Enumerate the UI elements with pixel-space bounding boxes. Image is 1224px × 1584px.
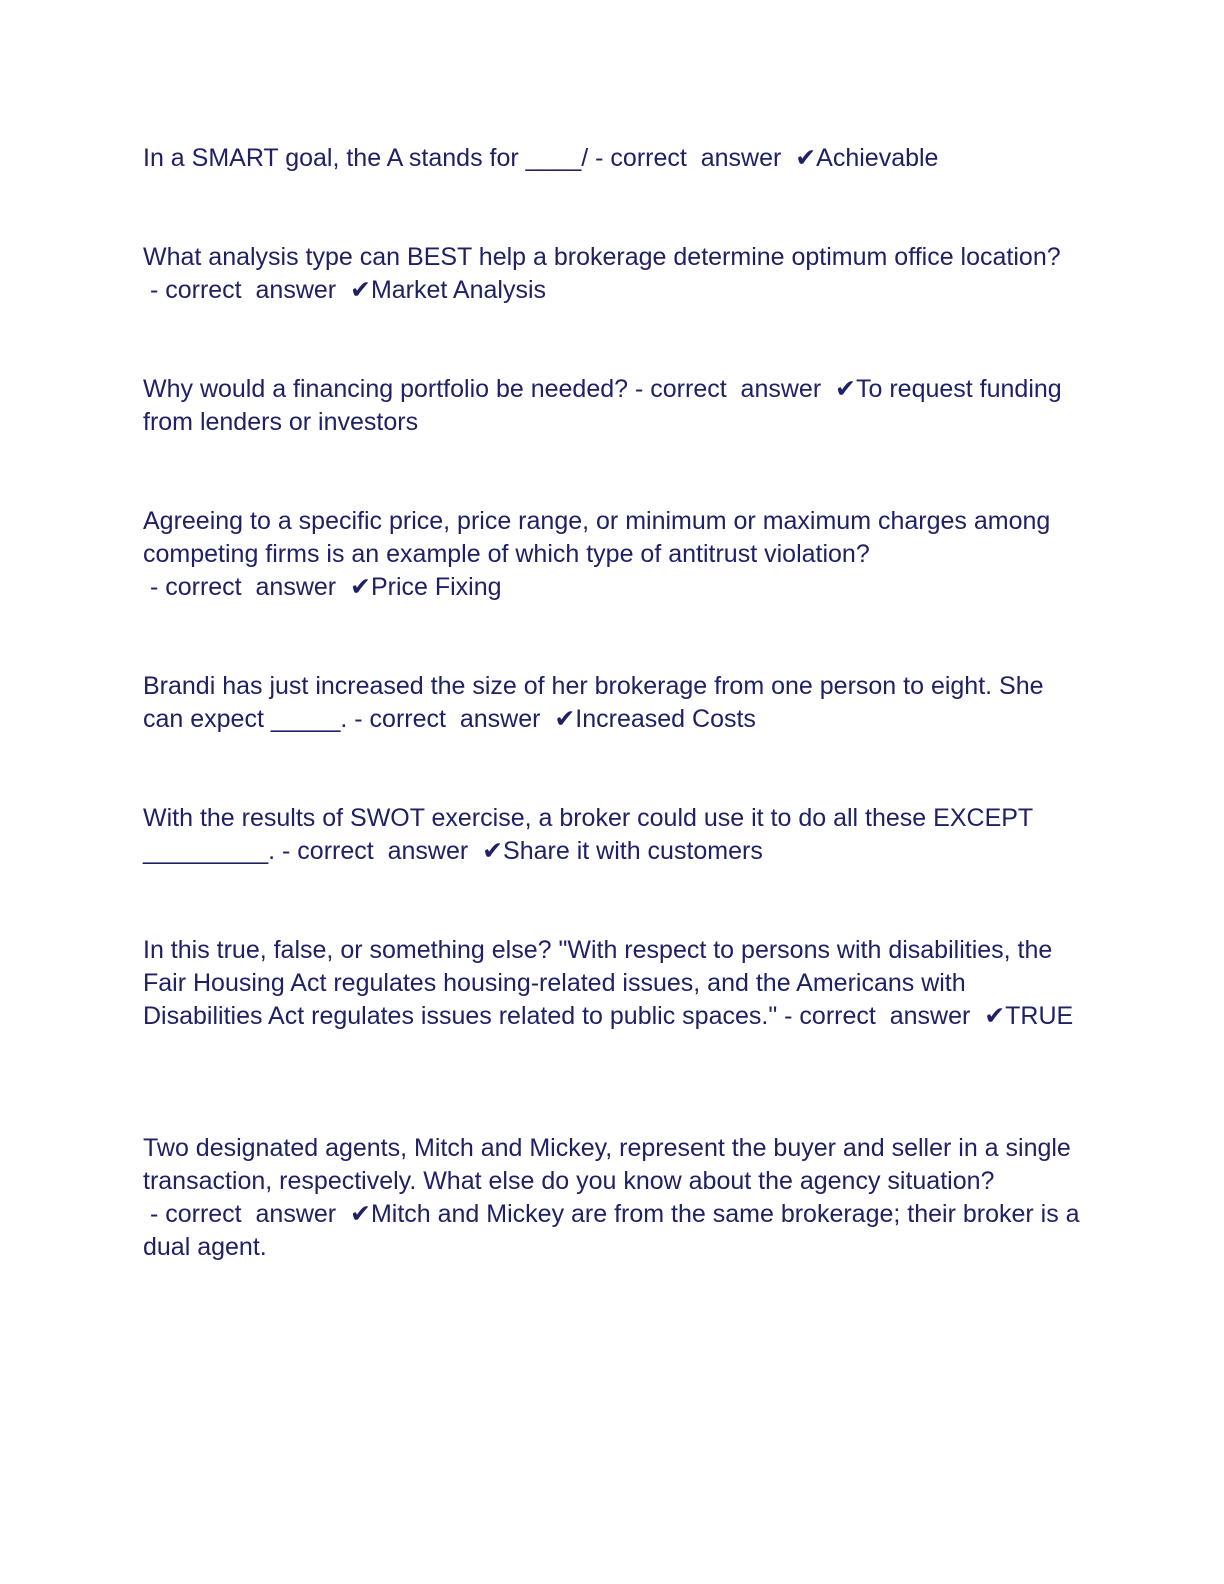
check-icon: ✔ xyxy=(554,705,576,733)
qa-item-3 xyxy=(143,373,1083,439)
check-icon: ✔ xyxy=(795,144,817,172)
answer-separator: - correct answer xyxy=(588,144,796,172)
qa-item-2 xyxy=(143,241,1083,307)
qa-item-5 xyxy=(143,670,1083,736)
qa-item-4 xyxy=(143,505,1083,604)
answer-separator: - correct answer xyxy=(777,1002,985,1030)
question-text: Two designated agents, Mitch and Mickey, represent the buyer and seller in a single transaction, respectively. What else do you know about the agency situation? xyxy=(143,1134,1071,1195)
qa-item-6 xyxy=(143,802,1083,868)
qa-item-7 xyxy=(143,934,1083,1033)
answer-text: Achievable xyxy=(816,144,939,172)
question-text: In a SMART goal, the A stands for ____/ xyxy=(143,144,589,172)
answer-text: Increased Costs xyxy=(575,705,756,733)
check-icon: ✔ xyxy=(350,276,371,304)
question-text: Why would a financing portfolio be needed? xyxy=(143,375,629,403)
answer-separator: - correct answer xyxy=(143,573,350,601)
question-text: What analysis type can BEST help a brokerage determine optimum office location? xyxy=(143,243,1061,271)
check-icon: ✔ xyxy=(482,837,504,865)
qa-item-1 xyxy=(143,142,1083,175)
answer-text: To request funding from lenders or investors xyxy=(143,375,1062,436)
check-icon: ✔ xyxy=(835,375,856,403)
check-icon: ✔ xyxy=(984,1002,1006,1030)
qa-item-8 xyxy=(143,1132,1083,1264)
check-icon: ✔ xyxy=(350,573,371,601)
answer-text: Market Analysis xyxy=(370,276,547,304)
answer-separator: - correct answer xyxy=(347,705,555,733)
answer-text: TRUE xyxy=(1005,1002,1074,1030)
answer-separator: - correct answer xyxy=(143,276,350,304)
question-text: Brandi has just increased the size of her brokerage from one person to eight. She can expect _____. xyxy=(143,672,1044,733)
answer-separator: - correct answer xyxy=(143,1200,350,1228)
check-icon: ✔ xyxy=(350,1200,371,1228)
answer-text: Share it with customers xyxy=(503,837,763,865)
question-text: In this true, false, or something else? "With respect to persons with disabilities, the Fair Housing Act regulates housing-related issues, and the Americans with Disabilities Act regulates issues related to public spaces." xyxy=(143,936,1053,1030)
question-text: With the results of SWOT exercise, a broker could use it to do all these EXCEPT _________. xyxy=(143,804,1033,865)
answer-text: Price Fixing xyxy=(370,573,502,601)
answer-separator: - correct answer xyxy=(275,837,483,865)
answer-text: Mitch and Mickey are from the same brokerage; their broker is a dual agent. xyxy=(143,1200,1080,1261)
question-text: Agreeing to a specific price, price range, or minimum or maximum charges among competing firms is an example of which type of antitrust violation? xyxy=(143,507,1051,568)
answer-separator: - correct answer xyxy=(628,375,836,403)
